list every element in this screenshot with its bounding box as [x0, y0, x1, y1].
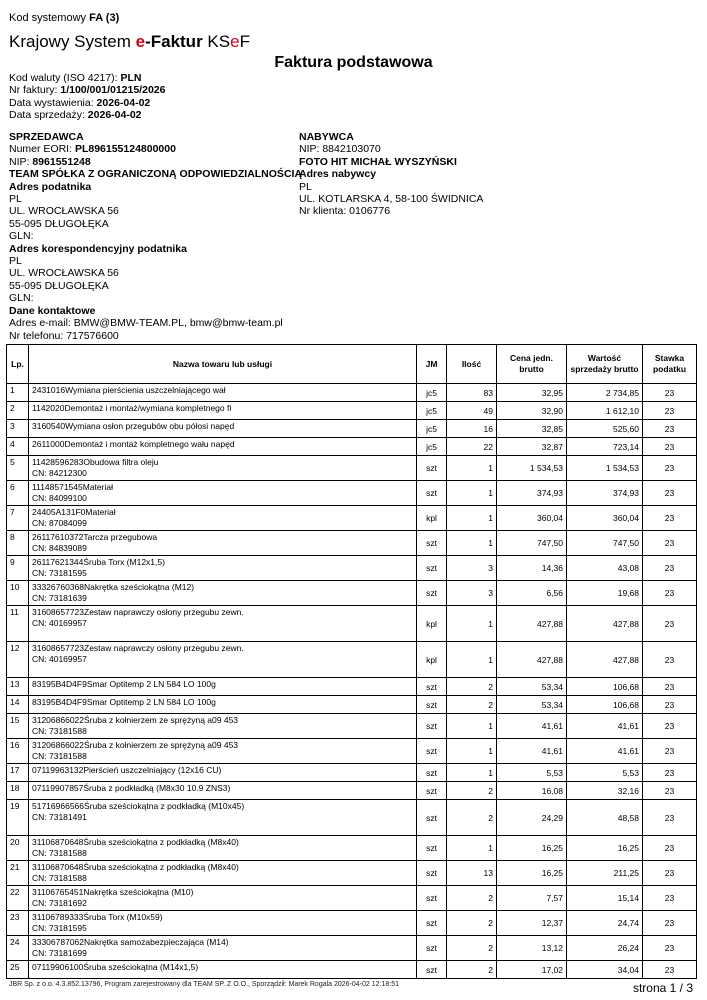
item-name: 31206866022Śruba z kołnierzem ze sprężyną a09 453: [32, 715, 239, 725]
item-name: 26117610372Tarcza przegubowa: [32, 532, 158, 542]
cell-jm: kpl: [417, 642, 447, 678]
table-header-row: [7, 345, 697, 384]
cell-name: [29, 696, 417, 714]
cell-qty: 2: [447, 886, 497, 911]
cell-tax: 23: [643, 911, 697, 936]
buyer-section: NABYWCA NIP: 8842103070 FOTO HIT MICHAŁ WYSZYŃSKI Adres nabywcy PL UL. KOTLARSKA 4, 58-100 ŚWIDNICA Nr klienta: 0106776: [299, 131, 484, 218]
cell-jm: szt: [417, 481, 447, 506]
cell-value: 5,53: [567, 764, 643, 782]
cell-jm: szt: [417, 800, 447, 836]
cell-name: [29, 642, 417, 678]
cell-name: [29, 384, 417, 402]
table-row: [7, 420, 697, 438]
cell-lp: 11: [7, 606, 29, 642]
cell-jm: szt: [417, 861, 447, 886]
cell-lp: 20: [7, 836, 29, 861]
cell-name: [29, 800, 417, 836]
cell-name: [29, 438, 417, 456]
item-cn: CN: 40169957: [32, 654, 87, 664]
cell-qty: 3: [447, 581, 497, 606]
cell-qty: 1: [447, 531, 497, 556]
cell-value: 34,04: [567, 961, 643, 979]
cell-value: 41,61: [567, 714, 643, 739]
invoice-meta: Kod waluty (ISO 4217): PLN Nr faktury: 1/100/001/01215/2026 Data wystawienia: 2026-04-02 Data sprzedaży: 2026-04-02: [9, 72, 166, 122]
cell-qty: 1: [447, 764, 497, 782]
cell-lp: 6: [7, 481, 29, 506]
table-row: [7, 402, 697, 420]
footer-text: JBR Sp. z o.o. 4.3.852.13796, Program zarejestrowany dla TEAM SP. Z O.O., Sporządził: Marek Rogala 2026-04-02 12:18:51: [9, 981, 400, 988]
item-name: 31106870648Śruba sześciokątna z podkładką (M8x40): [32, 862, 239, 872]
cell-name: [29, 531, 417, 556]
cell-lp: 21: [7, 861, 29, 886]
cell-tax: 23: [643, 764, 697, 782]
cell-name: [29, 678, 417, 696]
cell-lp: 14: [7, 696, 29, 714]
item-cn: CN: 84839089: [32, 543, 87, 553]
cell-name: [29, 961, 417, 979]
cell-name: [29, 764, 417, 782]
item-cn: CN: 73181588: [32, 751, 87, 761]
cell-qty: 83: [447, 384, 497, 402]
cell-value: 48,58: [567, 800, 643, 836]
table-row: [7, 456, 697, 481]
cell-value: 106,68: [567, 678, 643, 696]
cell-qty: 49: [447, 402, 497, 420]
cell-name: [29, 911, 417, 936]
cell-tax: 23: [643, 696, 697, 714]
table-row: [7, 556, 697, 581]
table-row: [7, 531, 697, 556]
col-price: Cena jedn. brutto: [497, 345, 567, 384]
cell-tax: 23: [643, 438, 697, 456]
col-jm: JM: [417, 345, 447, 384]
cell-jm: szt: [417, 696, 447, 714]
item-name: 31608657723Zestaw naprawczy osłony przegubu zewn.: [32, 643, 244, 653]
cell-qty: 1: [447, 714, 497, 739]
cell-value: 24,74: [567, 911, 643, 936]
cell-value: 723,14: [567, 438, 643, 456]
cell-lp: 4: [7, 438, 29, 456]
cell-tax: 23: [643, 861, 697, 886]
table-row: [7, 961, 697, 979]
item-name: 1142020Demontaż i montaż/wymiana kompletnego fi: [32, 403, 232, 413]
cell-price: 41,61: [497, 714, 567, 739]
cell-jm: szt: [417, 961, 447, 979]
cell-lp: 9: [7, 556, 29, 581]
cell-tax: 23: [643, 556, 697, 581]
cell-tax: 23: [643, 782, 697, 800]
item-name: 11428596283Obudowa filtra oleju: [32, 457, 159, 467]
cell-lp: 2: [7, 402, 29, 420]
cell-qty: 13: [447, 861, 497, 886]
cell-name: [29, 861, 417, 886]
cell-jm: szt: [417, 678, 447, 696]
table-row: [7, 764, 697, 782]
cell-value: 16,25: [567, 836, 643, 861]
cell-lp: 1: [7, 384, 29, 402]
cell-value: 427,88: [567, 642, 643, 678]
cell-lp: 23: [7, 911, 29, 936]
cell-value: 747,50: [567, 531, 643, 556]
cell-name: [29, 420, 417, 438]
cell-tax: 23: [643, 886, 697, 911]
item-name: 83195B4D4F9Smar Optitemp 2 LN 584 LO 100g: [32, 697, 216, 707]
item-cn: CN: 73181588: [32, 726, 87, 736]
cell-lp: 8: [7, 531, 29, 556]
cell-name: [29, 506, 417, 531]
table-row: [7, 438, 697, 456]
cell-lp: 5: [7, 456, 29, 481]
cell-value: 41,61: [567, 739, 643, 764]
cell-value: 427,88: [567, 606, 643, 642]
cell-price: 374,93: [497, 481, 567, 506]
table-row: [7, 678, 697, 696]
cell-price: 5,53: [497, 764, 567, 782]
cell-price: 747,50: [497, 531, 567, 556]
cell-lp: 18: [7, 782, 29, 800]
col-tax: Stawka podatku: [643, 345, 697, 384]
cell-lp: 15: [7, 714, 29, 739]
cell-qty: 1: [447, 606, 497, 642]
item-cn: CN: 73181588: [32, 848, 87, 858]
cell-tax: 23: [643, 581, 697, 606]
item-name: 11148571545Materiał: [32, 482, 113, 492]
cell-name: [29, 481, 417, 506]
cell-lp: 24: [7, 936, 29, 961]
cell-value: 15,14: [567, 886, 643, 911]
item-name: 07119907857Śruba z podkładką (M8x30 10.9 ZNS3): [32, 783, 231, 793]
cell-tax: 23: [643, 714, 697, 739]
item-cn: CN: 73181699: [32, 948, 87, 958]
cell-name: [29, 456, 417, 481]
cell-price: 12,37: [497, 911, 567, 936]
cell-jm: szt: [417, 531, 447, 556]
table-row: [7, 714, 697, 739]
cell-price: 53,34: [497, 696, 567, 714]
cell-lp: 13: [7, 678, 29, 696]
cell-lp: 7: [7, 506, 29, 531]
cell-jm: jc5: [417, 420, 447, 438]
cell-jm: szt: [417, 836, 447, 861]
cell-qty: 1: [447, 506, 497, 531]
cell-jm: jc5: [417, 402, 447, 420]
cell-name: [29, 556, 417, 581]
item-cn: CN: 84212300: [32, 468, 87, 478]
cell-qty: 2: [447, 936, 497, 961]
cell-qty: 1: [447, 836, 497, 861]
cell-tax: 23: [643, 961, 697, 979]
cell-qty: 1: [447, 642, 497, 678]
cell-price: 13,12: [497, 936, 567, 961]
cell-name: [29, 581, 417, 606]
cell-jm: szt: [417, 886, 447, 911]
cell-qty: 3: [447, 556, 497, 581]
cell-value: 106,68: [567, 696, 643, 714]
cell-jm: szt: [417, 714, 447, 739]
item-name: 31106789333Śruba Torx (M10x59): [32, 912, 163, 922]
cell-value: 1 534,53: [567, 456, 643, 481]
cell-price: 32,85: [497, 420, 567, 438]
cell-name: [29, 714, 417, 739]
cell-jm: jc5: [417, 384, 447, 402]
cell-price: 17,02: [497, 961, 567, 979]
table-row: [7, 936, 697, 961]
cell-tax: 23: [643, 456, 697, 481]
cell-name: [29, 936, 417, 961]
table-row: [7, 606, 697, 642]
cell-value: 32,16: [567, 782, 643, 800]
cell-qty: 2: [447, 696, 497, 714]
item-cn: CN: 73181491: [32, 812, 87, 822]
cell-price: 32,90: [497, 402, 567, 420]
item-name: 2431016Wymiana pierścienia uszczelniającego wał: [32, 385, 226, 395]
cell-price: 7,57: [497, 886, 567, 911]
item-name: 31106765451Nakrętka sześciokątna (M10): [32, 887, 194, 897]
table-row: [7, 911, 697, 936]
item-cn: CN: 84099100: [32, 493, 87, 503]
cell-value: 360,04: [567, 506, 643, 531]
col-value: Wartość sprzedaży brutto: [567, 345, 643, 384]
cell-jm: szt: [417, 911, 447, 936]
col-qty: Ilość: [447, 345, 497, 384]
item-cn: CN: 73181639: [32, 593, 87, 603]
cell-tax: 23: [643, 481, 697, 506]
cell-tax: 23: [643, 606, 697, 642]
table-row: [7, 886, 697, 911]
cell-jm: jc5: [417, 438, 447, 456]
cell-jm: szt: [417, 581, 447, 606]
document-title: Faktura podstawowa: [274, 54, 433, 71]
table-body: [7, 384, 697, 979]
cell-name: [29, 402, 417, 420]
cell-qty: 1: [447, 739, 497, 764]
item-name: 83195B4D4F9Smar Optitemp 2 LN 584 LO 100g: [32, 679, 216, 689]
seller-section: SPRZEDAWCA Numer EORI: PL896155124800000 NIP: 8961551248 TEAM SPÓŁKA Z OGRANICZONĄ ODPOWIEDZIALNOŚCIĄ Adres podatnika PL UL. WROCŁAWSKA 56 55-095 DŁUGOŁĘKA GLN: Adres korespondencyjny podatnika PL UL. WROCŁAWSKA 56 55-095 DŁUGOŁĘKA GLN: Dane kontaktowe Adres e-mail: BMW@BMW-TEAM.PL, bmw@bmw-team.pl Nr telefonu: 717576600: [9, 131, 303, 342]
item-name: 07119906100Śruba sześciokątna (M14x1,5): [32, 962, 199, 972]
table-row: [7, 861, 697, 886]
cell-tax: 23: [643, 531, 697, 556]
item-cn: CN: 87084099: [32, 518, 87, 528]
cell-tax: 23: [643, 836, 697, 861]
cell-price: 6,56: [497, 581, 567, 606]
table-row: [7, 739, 697, 764]
cell-tax: 23: [643, 402, 697, 420]
item-name: 31608657723Zestaw naprawczy osłony przegubu zewn.: [32, 607, 244, 617]
item-name: 2611000Demontaż i montaż kompletnego wału napęd: [32, 439, 235, 449]
cell-jm: szt: [417, 936, 447, 961]
cell-value: 43,08: [567, 556, 643, 581]
items-table: [6, 344, 697, 979]
item-name: 31206866022Śruba z kołnierzem ze sprężyną a09 453: [32, 740, 239, 750]
table-row: [7, 481, 697, 506]
cell-jm: kpl: [417, 606, 447, 642]
cell-qty: 1: [447, 481, 497, 506]
item-cn: CN: 73181595: [32, 568, 87, 578]
cell-qty: 2: [447, 782, 497, 800]
table-row: [7, 836, 697, 861]
table-row: [7, 800, 697, 836]
cell-lp: 3: [7, 420, 29, 438]
system-code: Kod systemowy FA (3): [9, 12, 120, 24]
item-name: 31106870648Śruba sześciokątna z podkładką (M8x40): [32, 837, 239, 847]
cell-price: 24,29: [497, 800, 567, 836]
cell-tax: 23: [643, 739, 697, 764]
cell-lp: 17: [7, 764, 29, 782]
table-row: [7, 642, 697, 678]
cell-price: 427,88: [497, 642, 567, 678]
cell-price: 14,36: [497, 556, 567, 581]
cell-jm: szt: [417, 764, 447, 782]
cell-qty: 2: [447, 911, 497, 936]
cell-jm: szt: [417, 556, 447, 581]
cell-tax: 23: [643, 384, 697, 402]
cell-price: 32,95: [497, 384, 567, 402]
cell-lp: 12: [7, 642, 29, 678]
item-name: 51716966566Śruba sześciokątna z podkładką (M10x45): [32, 801, 245, 811]
cell-value: 1 612,10: [567, 402, 643, 420]
table-row: [7, 696, 697, 714]
cell-qty: 16: [447, 420, 497, 438]
item-cn: CN: 73181588: [32, 873, 87, 883]
col-lp: Lp.: [7, 345, 29, 384]
col-name: Nazwa towaru lub usługi: [29, 345, 417, 384]
cell-value: 2 734,85: [567, 384, 643, 402]
cell-jm: szt: [417, 456, 447, 481]
table-row: [7, 506, 697, 531]
cell-lp: 19: [7, 800, 29, 836]
cell-qty: 1: [447, 456, 497, 481]
cell-price: 16,25: [497, 836, 567, 861]
item-name: 33326760368Nakrętka sześciokątna (M12): [32, 582, 195, 592]
cell-name: [29, 606, 417, 642]
table-row: [7, 384, 697, 402]
cell-tax: 23: [643, 506, 697, 531]
cell-tax: 23: [643, 800, 697, 836]
item-name: 24405A131F0Materiał: [32, 507, 116, 517]
cell-qty: 2: [447, 800, 497, 836]
table-row: [7, 581, 697, 606]
cell-price: 16,08: [497, 782, 567, 800]
cell-value: 26,24: [567, 936, 643, 961]
cell-price: 16,25: [497, 861, 567, 886]
cell-value: 19,68: [567, 581, 643, 606]
page-number: strona 1 / 3: [632, 981, 693, 995]
item-name: 3160540Wymiana osłon przegubów obu półosi napęd: [32, 421, 235, 431]
cell-price: 53,34: [497, 678, 567, 696]
cell-price: 427,88: [497, 606, 567, 642]
cell-tax: 23: [643, 678, 697, 696]
cell-value: 374,93: [567, 481, 643, 506]
cell-qty: 2: [447, 961, 497, 979]
item-cn: CN: 73181595: [32, 923, 87, 933]
cell-value: 525,60: [567, 420, 643, 438]
cell-jm: szt: [417, 782, 447, 800]
cell-value: 211,25: [567, 861, 643, 886]
cell-name: [29, 836, 417, 861]
cell-name: [29, 782, 417, 800]
cell-price: 32,87: [497, 438, 567, 456]
cell-qty: 2: [447, 678, 497, 696]
ksef-brand: Krajowy System e-Faktur KSeF: [9, 32, 250, 51]
cell-lp: 10: [7, 581, 29, 606]
item-cn: CN: 73181692: [32, 898, 87, 908]
table-row: [7, 782, 697, 800]
item-name: 33306787062Nakrętka samozabezpieczająca (M14): [32, 937, 229, 947]
cell-tax: 23: [643, 936, 697, 961]
cell-lp: 16: [7, 739, 29, 764]
cell-qty: 22: [447, 438, 497, 456]
cell-price: 360,04: [497, 506, 567, 531]
item-name: 26117621344Śruba Torx (M12x1,5): [32, 557, 165, 567]
cell-price: 1 534,53: [497, 456, 567, 481]
cell-tax: 23: [643, 420, 697, 438]
cell-tax: 23: [643, 642, 697, 678]
item-name: 07119963132Pierścień uszczelniający (12x16 CU): [32, 765, 222, 775]
cell-lp: 22: [7, 886, 29, 911]
cell-jm: kpl: [417, 506, 447, 531]
cell-price: 41,61: [497, 739, 567, 764]
cell-lp: 25: [7, 961, 29, 979]
cell-name: [29, 886, 417, 911]
cell-jm: szt: [417, 739, 447, 764]
cell-name: [29, 739, 417, 764]
item-cn: CN: 40169957: [32, 618, 87, 628]
